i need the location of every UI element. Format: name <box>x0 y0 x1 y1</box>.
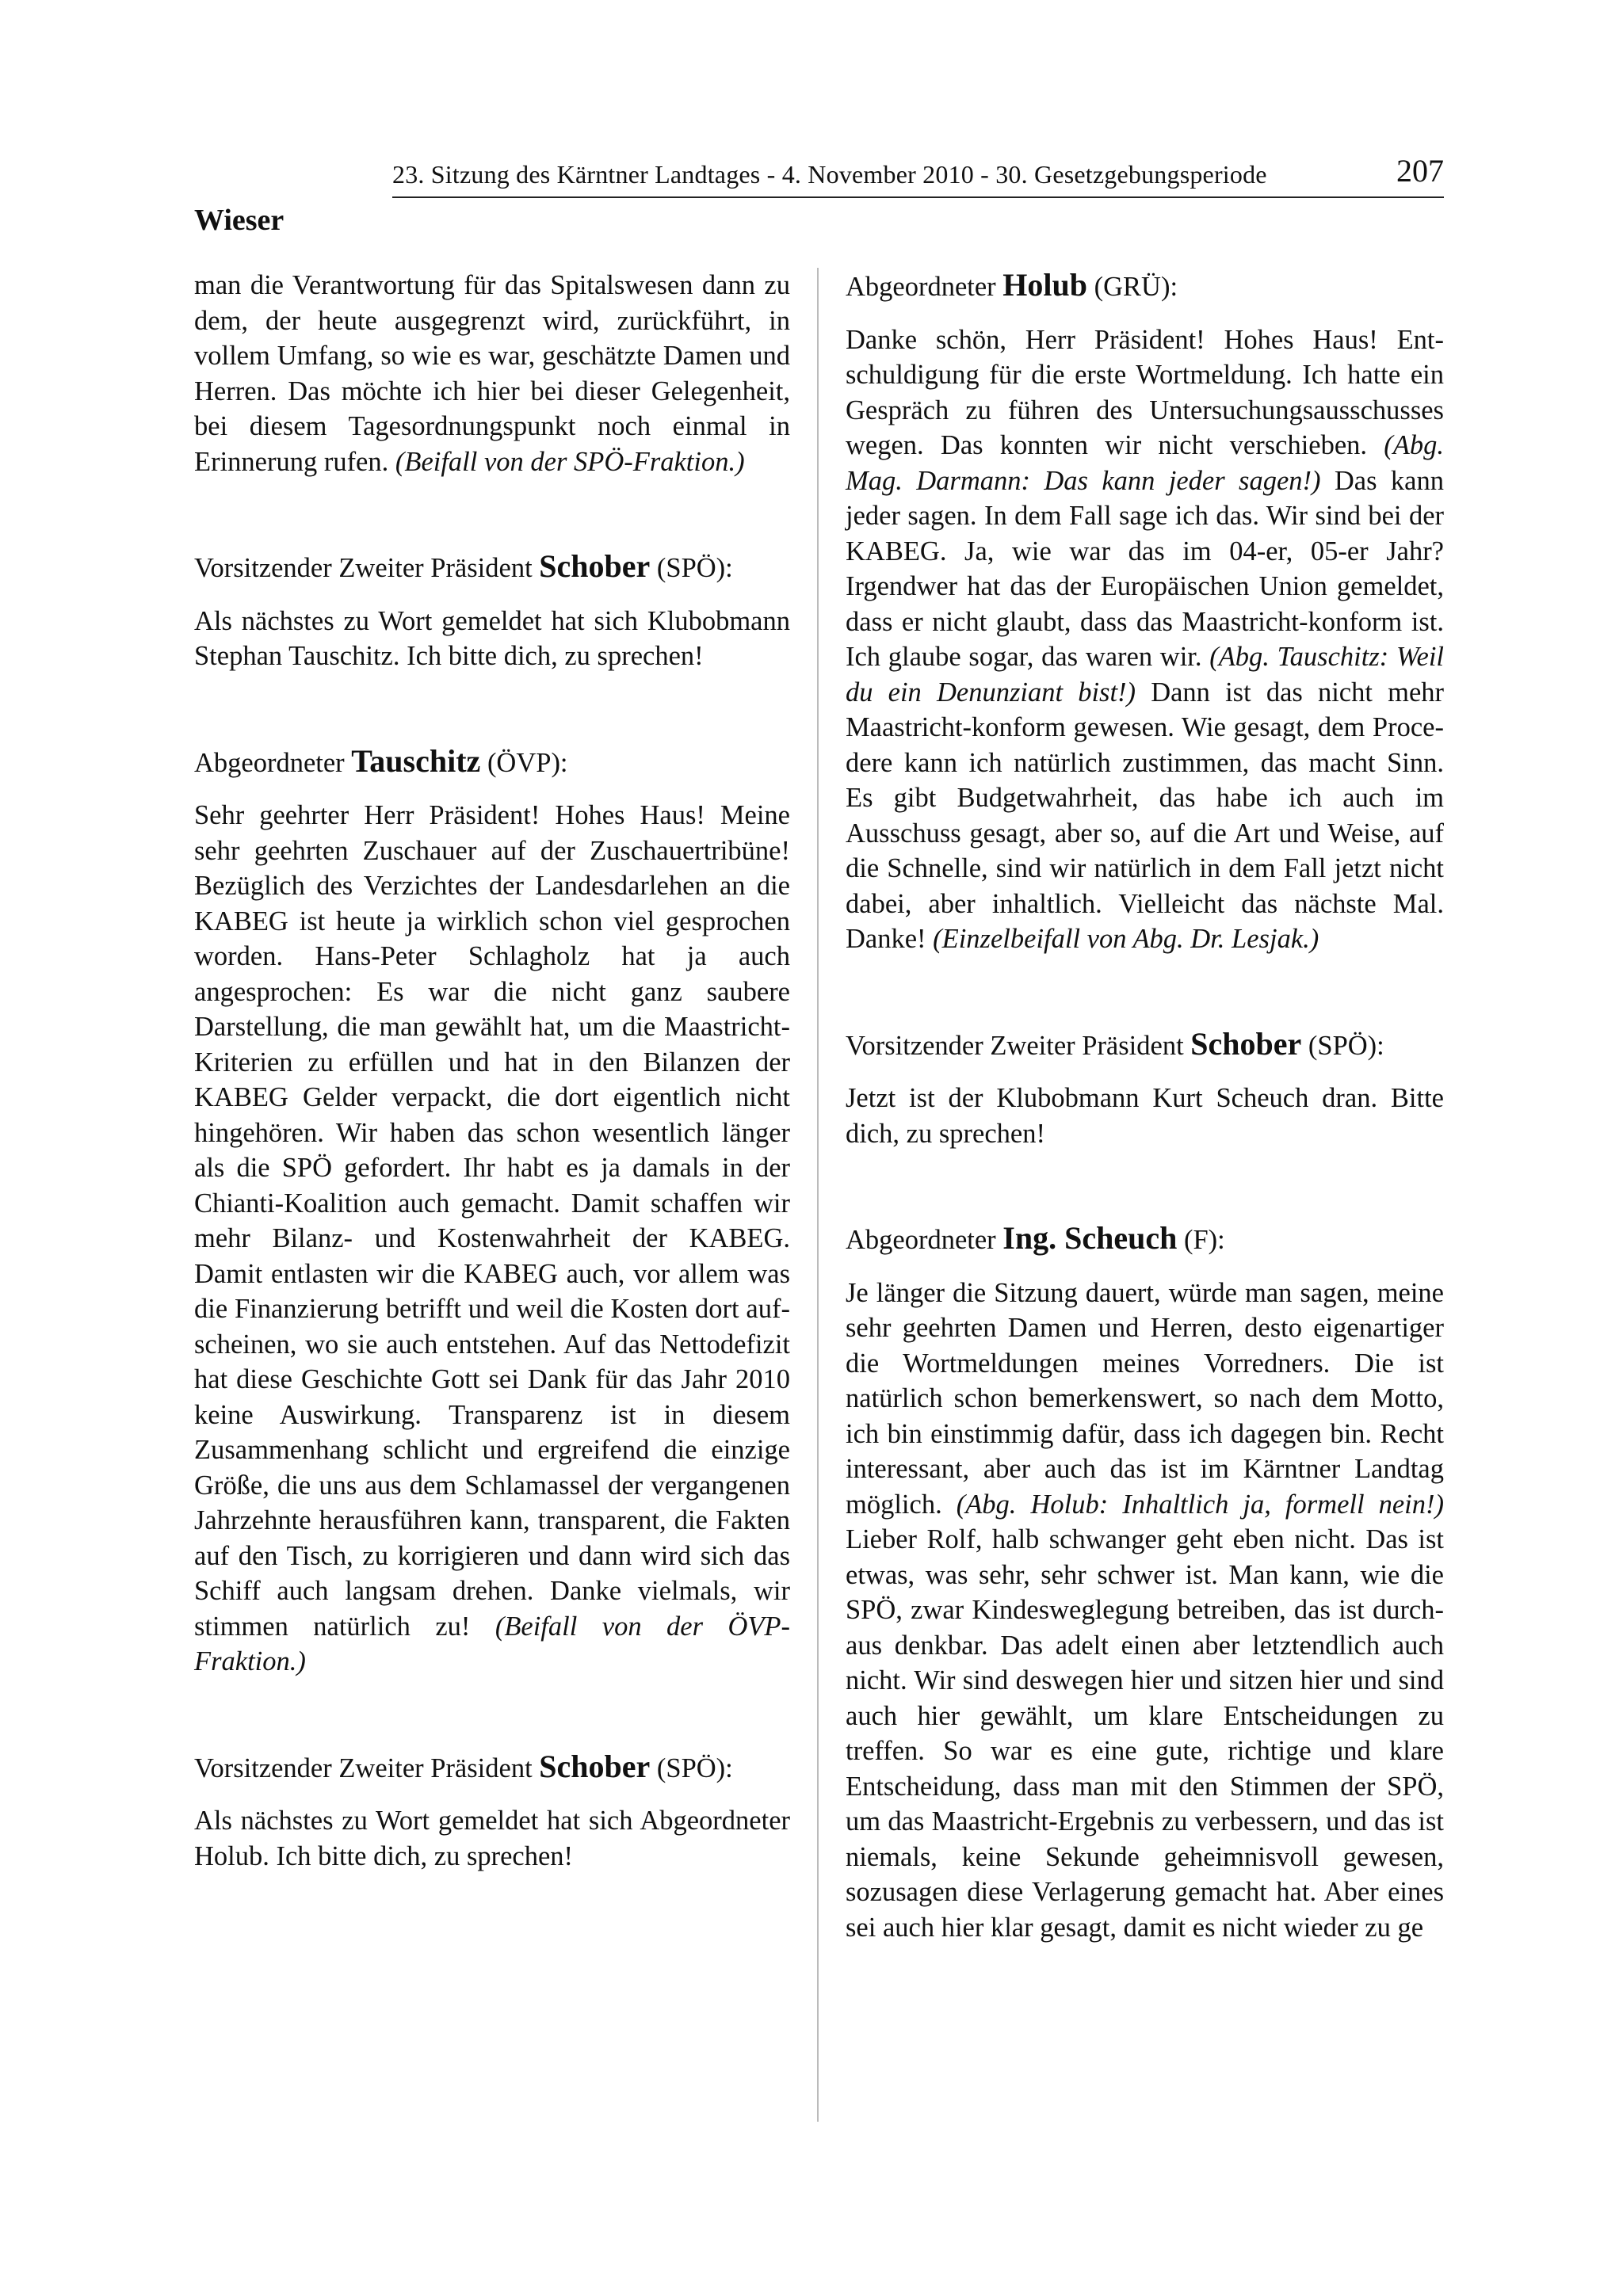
page-number: 207 <box>1396 153 1444 189</box>
page-header <box>194 155 1444 201</box>
paragraph: Als nächstes zu Wort gemeldet hat sich Abgeordneter Holub. Ich bitte dich, zu sprechen! <box>194 1806 790 1871</box>
paragraph: Danke schön, Herr Präsident! Hohes Haus! Entschuldigung für die erste Wortmeldung. Ich hatte ein Gespräch zu führen des Untersuchungsausschusses wegen. Das konnten wir nicht verschieben. (Abg. Mag. Darmann: Das kann jeder sagen!) Das kann jeder sagen. In dem Fall sage ich das. Wir sind bei der KABEG. Ja, wie war das im 04-er, 05-er Jahr? Irgendwer hat das der Europäischen Union gemeldet, dass er nicht glaubt, dass das Maastricht-konform ist. Ich glaube sogar, das waren wir. (Abg. Tauschitz: Weil du ein Denunziant bist!) Dann ist das nicht mehr Maastricht-konform gewesen. Wie gesagt, dem Procedere kann ich natürlich zustimmen, das macht Sinn. Es gibt Budgetwahrheit, das habe ich auch im Ausschuss gesagt, aber so, auf die Art und Weise, auf die Schnelle, sind wir natürlich in dem Fall jetzt nicht dabei, aber inhaltlich. Vielleicht das nächste Mal. Danke! (Einzelbeifall von Abg. Dr. Lesjak.) <box>846 324 1445 954</box>
interjection: (Beifall von der SPÖ-Fraktion.) <box>395 446 745 477</box>
speaker-heading: Vorsitzender Zweiter Präsident Schober (SPÖ): <box>194 548 733 584</box>
speaker-name: Tauschitz <box>351 742 481 779</box>
left-column <box>194 268 790 1874</box>
right-column <box>846 268 1444 1945</box>
speaker-heading: Abgeordneter Tauschitz (ÖVP): <box>194 742 568 779</box>
speaker-name: Schober <box>539 548 651 584</box>
interjection: (Beifall von der ÖVP-Fraktion.) <box>194 1611 790 1676</box>
speaker-heading: Vorsitzender Zweiter Präsident Schober (SPÖ): <box>846 1025 1384 1062</box>
speaker-name: Schober <box>539 1748 651 1784</box>
column-divider <box>817 268 819 2122</box>
paragraph: Sehr geehrter Herr Präsident! Hohes Haus! Meine sehr geehrten Zuschauer auf der Zuschauertribüne! Bezüglich des Verzichtes der Landesdarlehen an die KABEG ist heute ja wirklich schon viel gesprochen worden. Hans-Peter Schlagholz hat ja auch angesprochen: Es war die nicht ganz saubere Darstellung, die man gewählt hat, um die Maastricht-Kriterien zu erfüllen und hat in den Bilanzen der KABEG Gelder verpackt, die dort eigentlich nicht hingehören. Wir haben das schon wesentlich länger als die SPÖ gefordert. Ihr habt es ja damals in der Chianti-Koalition auch gemacht. Damit schaffen wir mehr Bilanz- und Kostenwahrheit der KABEG. Damit entlasten wir die KABEG auch, vor allem was die Finanzierung betrifft und weil die Kosten dort aufscheinen, wo sie auch entstehen. Auf das Nettodefizit hat diese Geschichte Gott sei Dank für das Jahr 2010 keine Auswirkung. Transparenz ist in diesem Zusammenhang schlicht und ergreifend die einzige Größe, die uns aus dem Schlamassel der vergangenen Jahrzehnte herausführen kann, transparent, die Fakten auf den Tisch, zu korrigieren und dann wird sich das Schiff auch langsam drehen. Danke vielmals, wir stimmen natürlich zu! (Beifall von der ÖVP-Fraktion.) <box>194 800 790 1676</box>
interjection: (Einzelbeifall von Abg. Dr. Lesjak.) <box>933 924 1319 954</box>
paragraph: man die Verantwortung für das Spitalswesen dann zu dem, der heute ausgegrenzt wird, zurückführt, in vollem Umfang, so wie es war, geschätzte Damen und Herren. Das möchte ich hier bei dieser Gelegenheit, bei diesem Tagesordnungspunkt noch einmal in Erinnerung rufen. (Beifall von der SPÖ-Fraktion.) <box>194 270 790 477</box>
paragraph: Jetzt ist der Klubobmann Kurt Scheuch dran. Bitte dich, zu sprechen! <box>846 1083 1444 1149</box>
header-rule <box>392 196 1444 198</box>
paragraph: Als nächstes zu Wort gemeldet hat sich Klubobmann Stephan Tauschitz. Ich bitte dich, zu sprechen! <box>194 605 790 671</box>
interjection: (Abg. Mag. Darmann: Das kann jeder sagen!) <box>846 430 1444 496</box>
interjection: (Abg. Holub: Inhaltlich ja, formell nein!) <box>956 1489 1444 1520</box>
speaker-heading: Abgeordneter Ing. Scheuch (F): <box>846 1220 1225 1256</box>
running-speaker-name: Wieser <box>194 204 285 237</box>
paragraph: Je länger die Sitzung dauert, würde man sagen, meine sehr geehrten Damen und Herren, desto eigenartiger die Wortmeldungen meines Vorredners. Die ist natürlich schon bemerkenswert, so nach dem Motto, ich bin einstimmig dafür, dass ich dagegen bin. Recht interessant, aber auch das ist im Kärntner Landtag möglich. (Abg. Holub: Inhaltlich ja, formell nein!) Lieber Rolf, halb schwanger geht eben nicht. Das ist etwas, was sehr, sehr schwer ist. Man kann, wie die SPÖ, zwar Kindesweglegung betreiben, das ist durchaus denkbar. Das adelt einen aber letztendlich auch nicht. Wir sind deswegen hier und sitzen hier und sind auch hier gewählt, um klare Entscheidungen zu treffen. So war es eine gute, richtige und klare Entscheidung, dass man mit den Stimmen der SPÖ, um das Maastricht-Ergebnis zu verbessern, und das ist niemals, keine Sekunde geheimnisvoll gewesen, sozusagen diese Verlagerung gemacht hat. Aber eines sei auch hier klar gesagt, damit es nicht wieder zu ge <box>846 1277 1444 1943</box>
speaker-heading: Abgeordneter Holub (GRÜ): <box>846 267 1178 303</box>
speaker-name: Ing. Scheuch <box>1002 1220 1178 1256</box>
speaker-name: Schober <box>1190 1025 1302 1062</box>
speaker-heading: Vorsitzender Zweiter Präsident Schober (SPÖ): <box>194 1748 733 1784</box>
header-title: 23. Sitzung des Kärntner Landtages - 4. November 2010 - 30. Gesetzgebungsperiode <box>392 160 1267 189</box>
interjection: (Abg. Tauschitz: Weil du ein Denunziant bist!) <box>846 642 1444 707</box>
speaker-name: Holub <box>1002 267 1088 303</box>
